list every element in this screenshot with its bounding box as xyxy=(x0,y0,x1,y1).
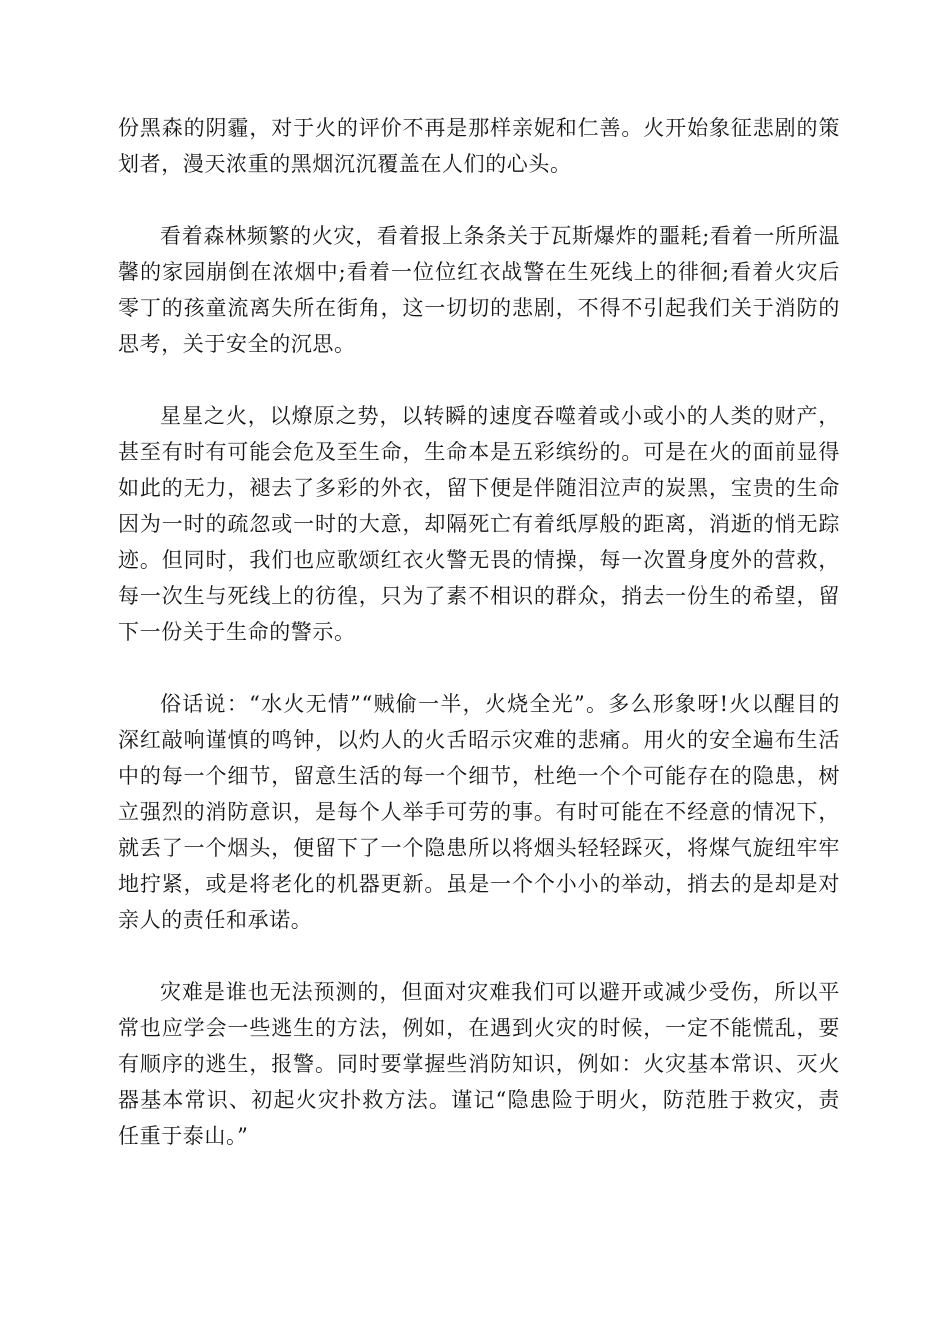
paragraph-5: 灾难是谁也无法预测的，但面对灾难我们可以避开或减少受伤，所以平常也应学会一些逃生的方法，例如，在遇到火灾的时候，一定不能慌乱，要有顺序的逃生，报警。同时要掌握些消防知识，例如：火灾基本常识、灭火器基本常识、初起火灾扑救方法。谨记“隐患险于明火，防范胜于救灾，责任重于泰山。” xyxy=(118,980,840,1148)
paragraph-4: 俗话说：“水火无情”“贼偷一半，火烧全光”。多么形象呀!火以醒目的深红敲响谨慎的鸣钟，以灼人的火舌昭示灾难的悲痛。用火的安全遍布生活中的每一个细节，留意生活的每一个细节，杜绝一个个可能存在的隐患，树立强烈的消防意识，是每个人举手可劳的事。有时可能在不经意的情况下，就丢了一个烟头，便留下了一个隐患所以将烟头轻轻踩灭，将煤气旋纽牢牢地拧紧，或是将老化的机器更新。虽是一个个小小的举动，捎去的是却是对亲人的责任和承诺。 xyxy=(118,692,840,932)
document-body xyxy=(118,110,840,1190)
paragraph-1: 份黑森的阴霾，对于火的评价不再是那样亲妮和仁善。火开始象征悲剧的策划者，漫天浓重的黑烟沉沉覆盖在人们的心头。 xyxy=(118,116,840,176)
paragraph-3: 星星之火，以燎原之势，以转瞬的速度吞噬着或小或小的人类的财产，甚至有时有可能会危及至生命，生命本是五彩缤纷的。可是在火的面前显得如此的无力，褪去了多彩的外衣，留下便是伴随泪泣声的炭黑，宝贵的生命因为一时的疏忽或一时的大意，却隔死亡有着纸厚般的距离，消逝的悄无踪迹。但同时，我们也应歌颂红衣火警无畏的情操，每一次置身度外的营救，每一次生与死线上的彷徨，只为了素不相识的群众，捎去一份生的希望，留下一份关于生命的警示。 xyxy=(118,404,840,644)
paragraph-2: 看着森林频繁的火灾，看着报上条条关于瓦斯爆炸的噩耗;看着一所所温馨的家园崩倒在浓烟中;看着一位位红衣战警在生死线上的徘徊;看着火灾后零丁的孩童流离失所在街角，这一切切的悲剧，不得不引起我们关于消防的思考，关于安全的沉思。 xyxy=(118,224,840,356)
